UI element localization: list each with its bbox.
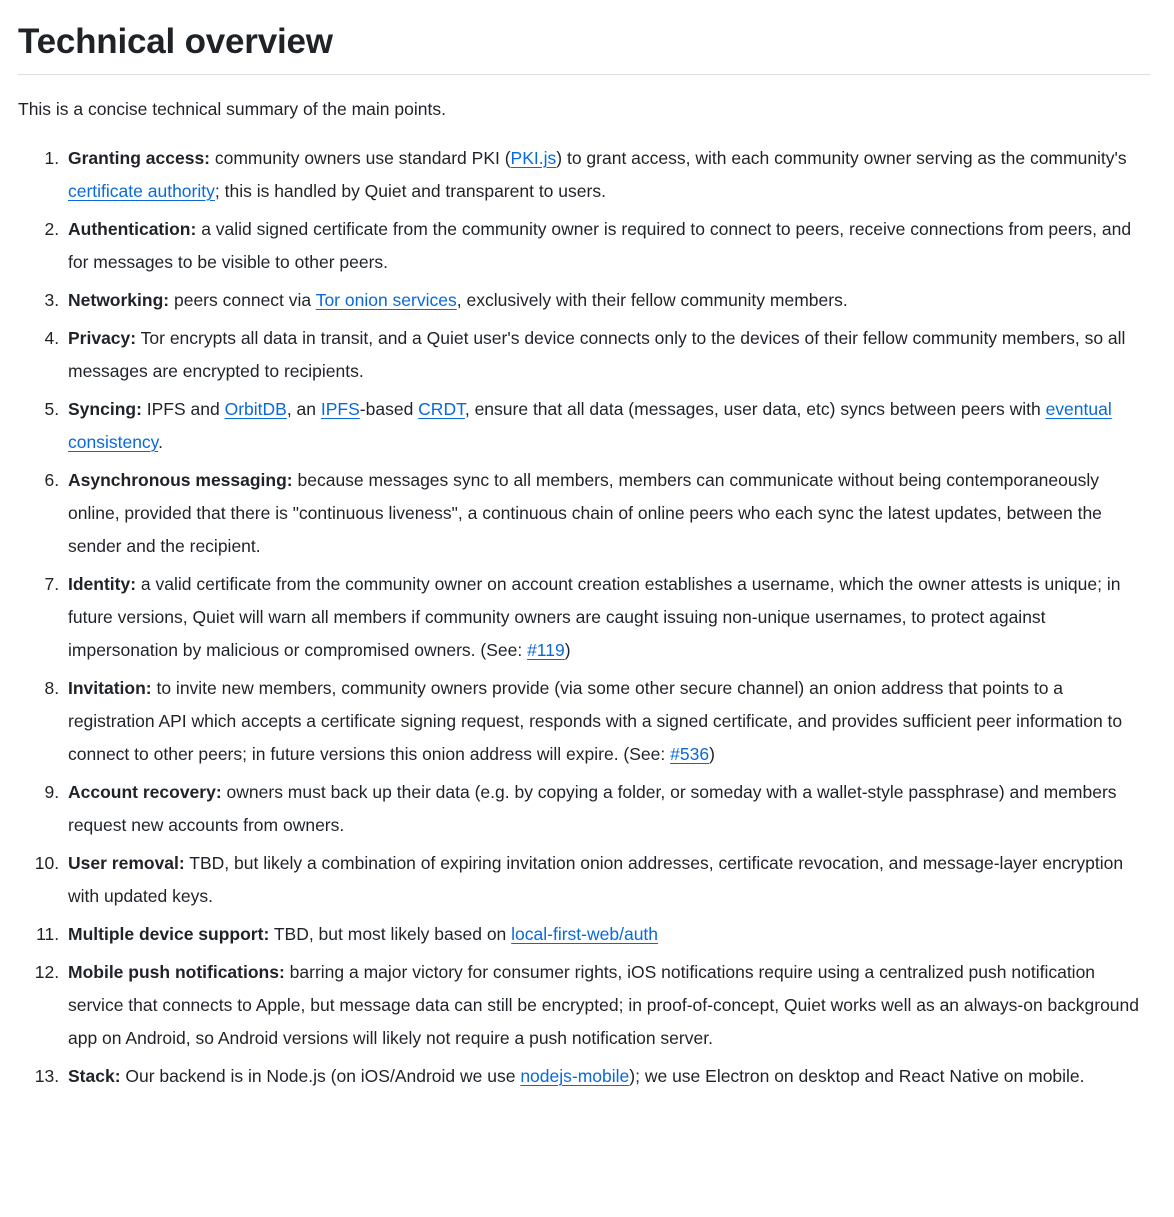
inline-link[interactable]: IPFS	[320, 398, 360, 419]
item-text: )	[564, 639, 571, 660]
list-item	[64, 672, 1150, 771]
item-text: community owners use standard PKI (	[210, 147, 511, 168]
item-label: Privacy:	[68, 327, 137, 348]
item-text: -based	[359, 398, 419, 419]
item-label: Authentication:	[68, 218, 197, 239]
item-text: ); we use Electron on desktop and React Native on mobile.	[629, 1065, 1085, 1086]
item-label: Syncing:	[68, 398, 142, 419]
intro-paragraph: This is a concise technical summary of the main points.	[18, 98, 446, 119]
technical-points-list	[18, 142, 1150, 1093]
item-text: peers connect via	[169, 289, 316, 310]
list-item	[64, 776, 1150, 842]
item-label: Identity:	[68, 573, 137, 594]
item-text: Tor encrypts all data in transit, and a Quiet user's device connects only to the devices of their fellow community members, so all messages are encrypted to recipients.	[68, 327, 1126, 381]
inline-link[interactable]: nodejs-mobile	[520, 1065, 630, 1086]
item-label: Stack:	[68, 1065, 121, 1086]
inline-link[interactable]: eventual consistency	[68, 398, 1112, 452]
item-label: User removal:	[68, 852, 185, 873]
list-item	[64, 956, 1150, 1055]
item-label: Granting access:	[68, 147, 210, 168]
item-text: a valid signed certificate from the community owner is required to connect to peers, receive connections from peers, and for messages to be visible to other peers.	[68, 218, 1132, 272]
item-text: because messages sync to all members, members can communicate without being contemporaneously online, provided that there is "continuous liveness", a continuous chain of online peers who each sync the latest updates, between the sender and the recipient.	[68, 469, 1102, 556]
item-text: .	[158, 431, 164, 452]
list-item	[64, 322, 1150, 388]
list-item	[64, 393, 1150, 459]
item-text: , an	[286, 398, 321, 419]
item-label: Asynchronous messaging:	[68, 469, 293, 490]
item-text: Our backend is in Node.js (on iOS/Android we use	[120, 1065, 521, 1086]
list-item	[64, 284, 1150, 317]
inline-link[interactable]: #536	[670, 743, 710, 764]
item-text: , ensure that all data (messages, user data, etc) syncs between peers with	[464, 398, 1046, 419]
inline-link[interactable]: CRDT	[418, 398, 465, 419]
list-item	[64, 1060, 1150, 1093]
item-text: TBD, but likely a combination of expiring invitation onion addresses, certificate revocation, and message-layer encryption with updated keys.	[68, 852, 1124, 906]
item-label: Account recovery:	[68, 781, 222, 802]
item-label: Invitation:	[68, 677, 152, 698]
list-item	[64, 847, 1150, 913]
item-text: ) to grant access, with each community owner serving as the community's	[556, 147, 1127, 168]
item-text: owners must back up their data (e.g. by copying a folder, or someday with a wallet-style passphrase) and members request new accounts from owners.	[68, 781, 1117, 835]
list-item	[64, 918, 1150, 951]
list-item	[64, 464, 1150, 563]
item-text: to invite new members, community owners provide (via some other secure channel) an onion address that points to a registration API which accepts a certificate signing request, responds with a signed certificate, and provides sufficient peer information to connect to other peers; in future versions this onion address will expire. (See:	[68, 677, 1123, 764]
inline-link[interactable]: #119	[527, 639, 565, 660]
inline-link[interactable]: local-first-web/auth	[511, 923, 659, 944]
list-item	[64, 142, 1150, 208]
inline-link[interactable]: Tor onion services	[315, 289, 457, 310]
item-text: IPFS and	[141, 398, 225, 419]
item-text: a valid certificate from the community owner on account creation establishes a username, which the owner attests is unique; in future versions, Quiet will warn all members if community owners are caught issuing non-unique usernames, to protect against impersonation by malicious or compromised owners. (See:	[68, 573, 1121, 660]
item-label: Multiple device support:	[68, 923, 270, 944]
inline-link[interactable]: PKI.js	[510, 147, 557, 168]
page-title: Technical overview	[18, 20, 1150, 75]
item-text: )	[709, 743, 715, 764]
item-text: , exclusively with their fellow community members.	[456, 289, 848, 310]
item-label: Networking:	[68, 289, 170, 310]
list-item	[64, 213, 1150, 279]
inline-link[interactable]: OrbitDB	[224, 398, 287, 419]
inline-link[interactable]: certificate authority	[68, 180, 215, 201]
item-label: Mobile push notifications:	[68, 961, 285, 982]
item-text: barring a major victory for consumer rights, iOS notifications require using a centralized push notification service that connects to Apple, but message data can still be encrypted; in proof-of-concept, Quiet works well as an always-on background app on Android, so Android versions will likely not require a push notification server.	[68, 961, 1139, 1048]
list-item	[64, 568, 1150, 667]
item-text: TBD, but most likely based on	[269, 923, 512, 944]
item-text: ; this is handled by Quiet and transparent to users.	[214, 180, 606, 201]
